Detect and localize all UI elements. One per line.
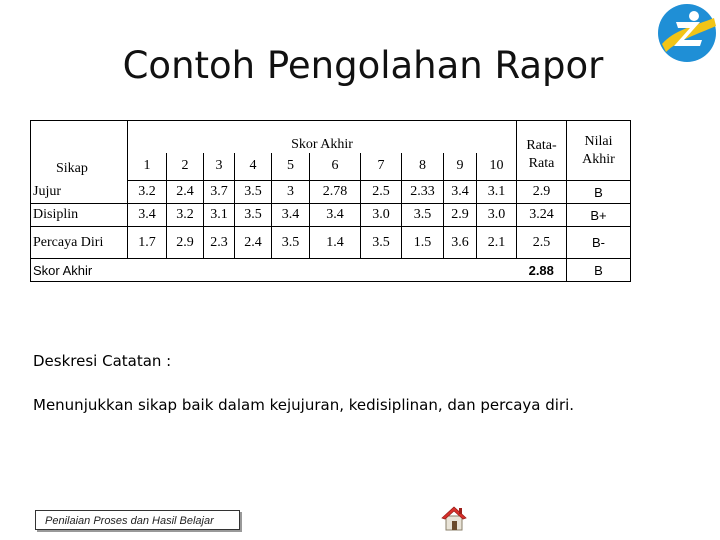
score-cell: 3.4 [272,204,310,227]
notes-heading: Deskresi Catatan : [33,352,172,370]
score-column-header: 1 [128,153,167,181]
nilai-akhir-header [567,121,631,181]
score-cell: 2.78 [310,181,361,204]
table-row [31,181,631,204]
row-final-grade: B+ [567,204,631,227]
score-cell: 3.1 [204,204,235,227]
footer-label: Penilaian Proses dan Hasil Belajar [35,510,240,530]
score-cell: 2.5 [361,181,402,204]
table-row [31,227,631,259]
summary-avg: 2.88 [517,259,567,282]
score-cell: 2.9 [444,204,477,227]
score-column-header: 8 [402,153,444,181]
score-cell: 3.5 [235,204,272,227]
score-cell: 3.2 [128,181,167,204]
row-label: Percaya Diri [31,227,128,259]
sikap-header: Sikap [31,121,128,181]
score-cell: 2.33 [402,181,444,204]
score-cell: 2.3 [204,227,235,259]
score-column-header: 2 [167,153,204,181]
nilai-akhir-header-label: Nilai Akhir [582,133,615,167]
score-cell: 2.4 [235,227,272,259]
row-final-grade: B- [567,227,631,259]
row-average: 2.5 [517,227,567,259]
table-row [31,204,631,227]
score-column-header: 6 [310,153,361,181]
score-cell: 3.4 [128,204,167,227]
home-icon[interactable] [440,504,468,532]
summary-label: Skor Akhir [31,259,517,282]
score-cell: 3.7 [204,181,235,204]
score-cell: 2.4 [167,181,204,204]
score-cell: 1.5 [402,227,444,259]
score-cell: 3.4 [444,181,477,204]
row-average: 3.24 [517,204,567,227]
slide-title: Contoh Pengolahan Rapor [122,44,604,87]
score-cell: 2.9 [167,227,204,259]
score-cell: 3.4 [310,204,361,227]
score-cell: 3.2 [167,204,204,227]
tut-wuri-handayani-logo [654,0,720,66]
row-final-grade: B [567,181,631,204]
score-cell: 3.1 [477,181,517,204]
score-column-header: 5 [272,153,310,181]
score-cell: 3.0 [361,204,402,227]
row-average: 2.9 [517,181,567,204]
rata-rata-header-label: Rata-Rata [526,137,557,171]
row-label: Disiplin [31,204,128,227]
score-cell: 3.5 [361,227,402,259]
score-cell: 1.7 [128,227,167,259]
score-column-header: 7 [361,153,402,181]
score-cell: 1.4 [310,227,361,259]
score-cell: 3.5 [235,181,272,204]
score-cell: 3.6 [444,227,477,259]
score-column-header: 3 [204,153,235,181]
score-column-header: 10 [477,153,517,181]
row-label: Jujur [31,181,128,204]
score-column-header: 9 [444,153,477,181]
grade-table [30,120,631,282]
score-cell: 3.5 [402,204,444,227]
score-column-header: 4 [235,153,272,181]
rata-rata-header [517,121,567,181]
score-cell: 3.0 [477,204,517,227]
score-cell: 3.5 [272,227,310,259]
score-cell: 2.1 [477,227,517,259]
score-cell: 3 [272,181,310,204]
skor-akhir-group-header: Skor Akhir [128,121,517,153]
summary-final: B [567,259,631,282]
notes-body: Menunjukkan sikap baik dalam kejujuran, kedisiplinan, dan percaya diri. [33,396,575,414]
